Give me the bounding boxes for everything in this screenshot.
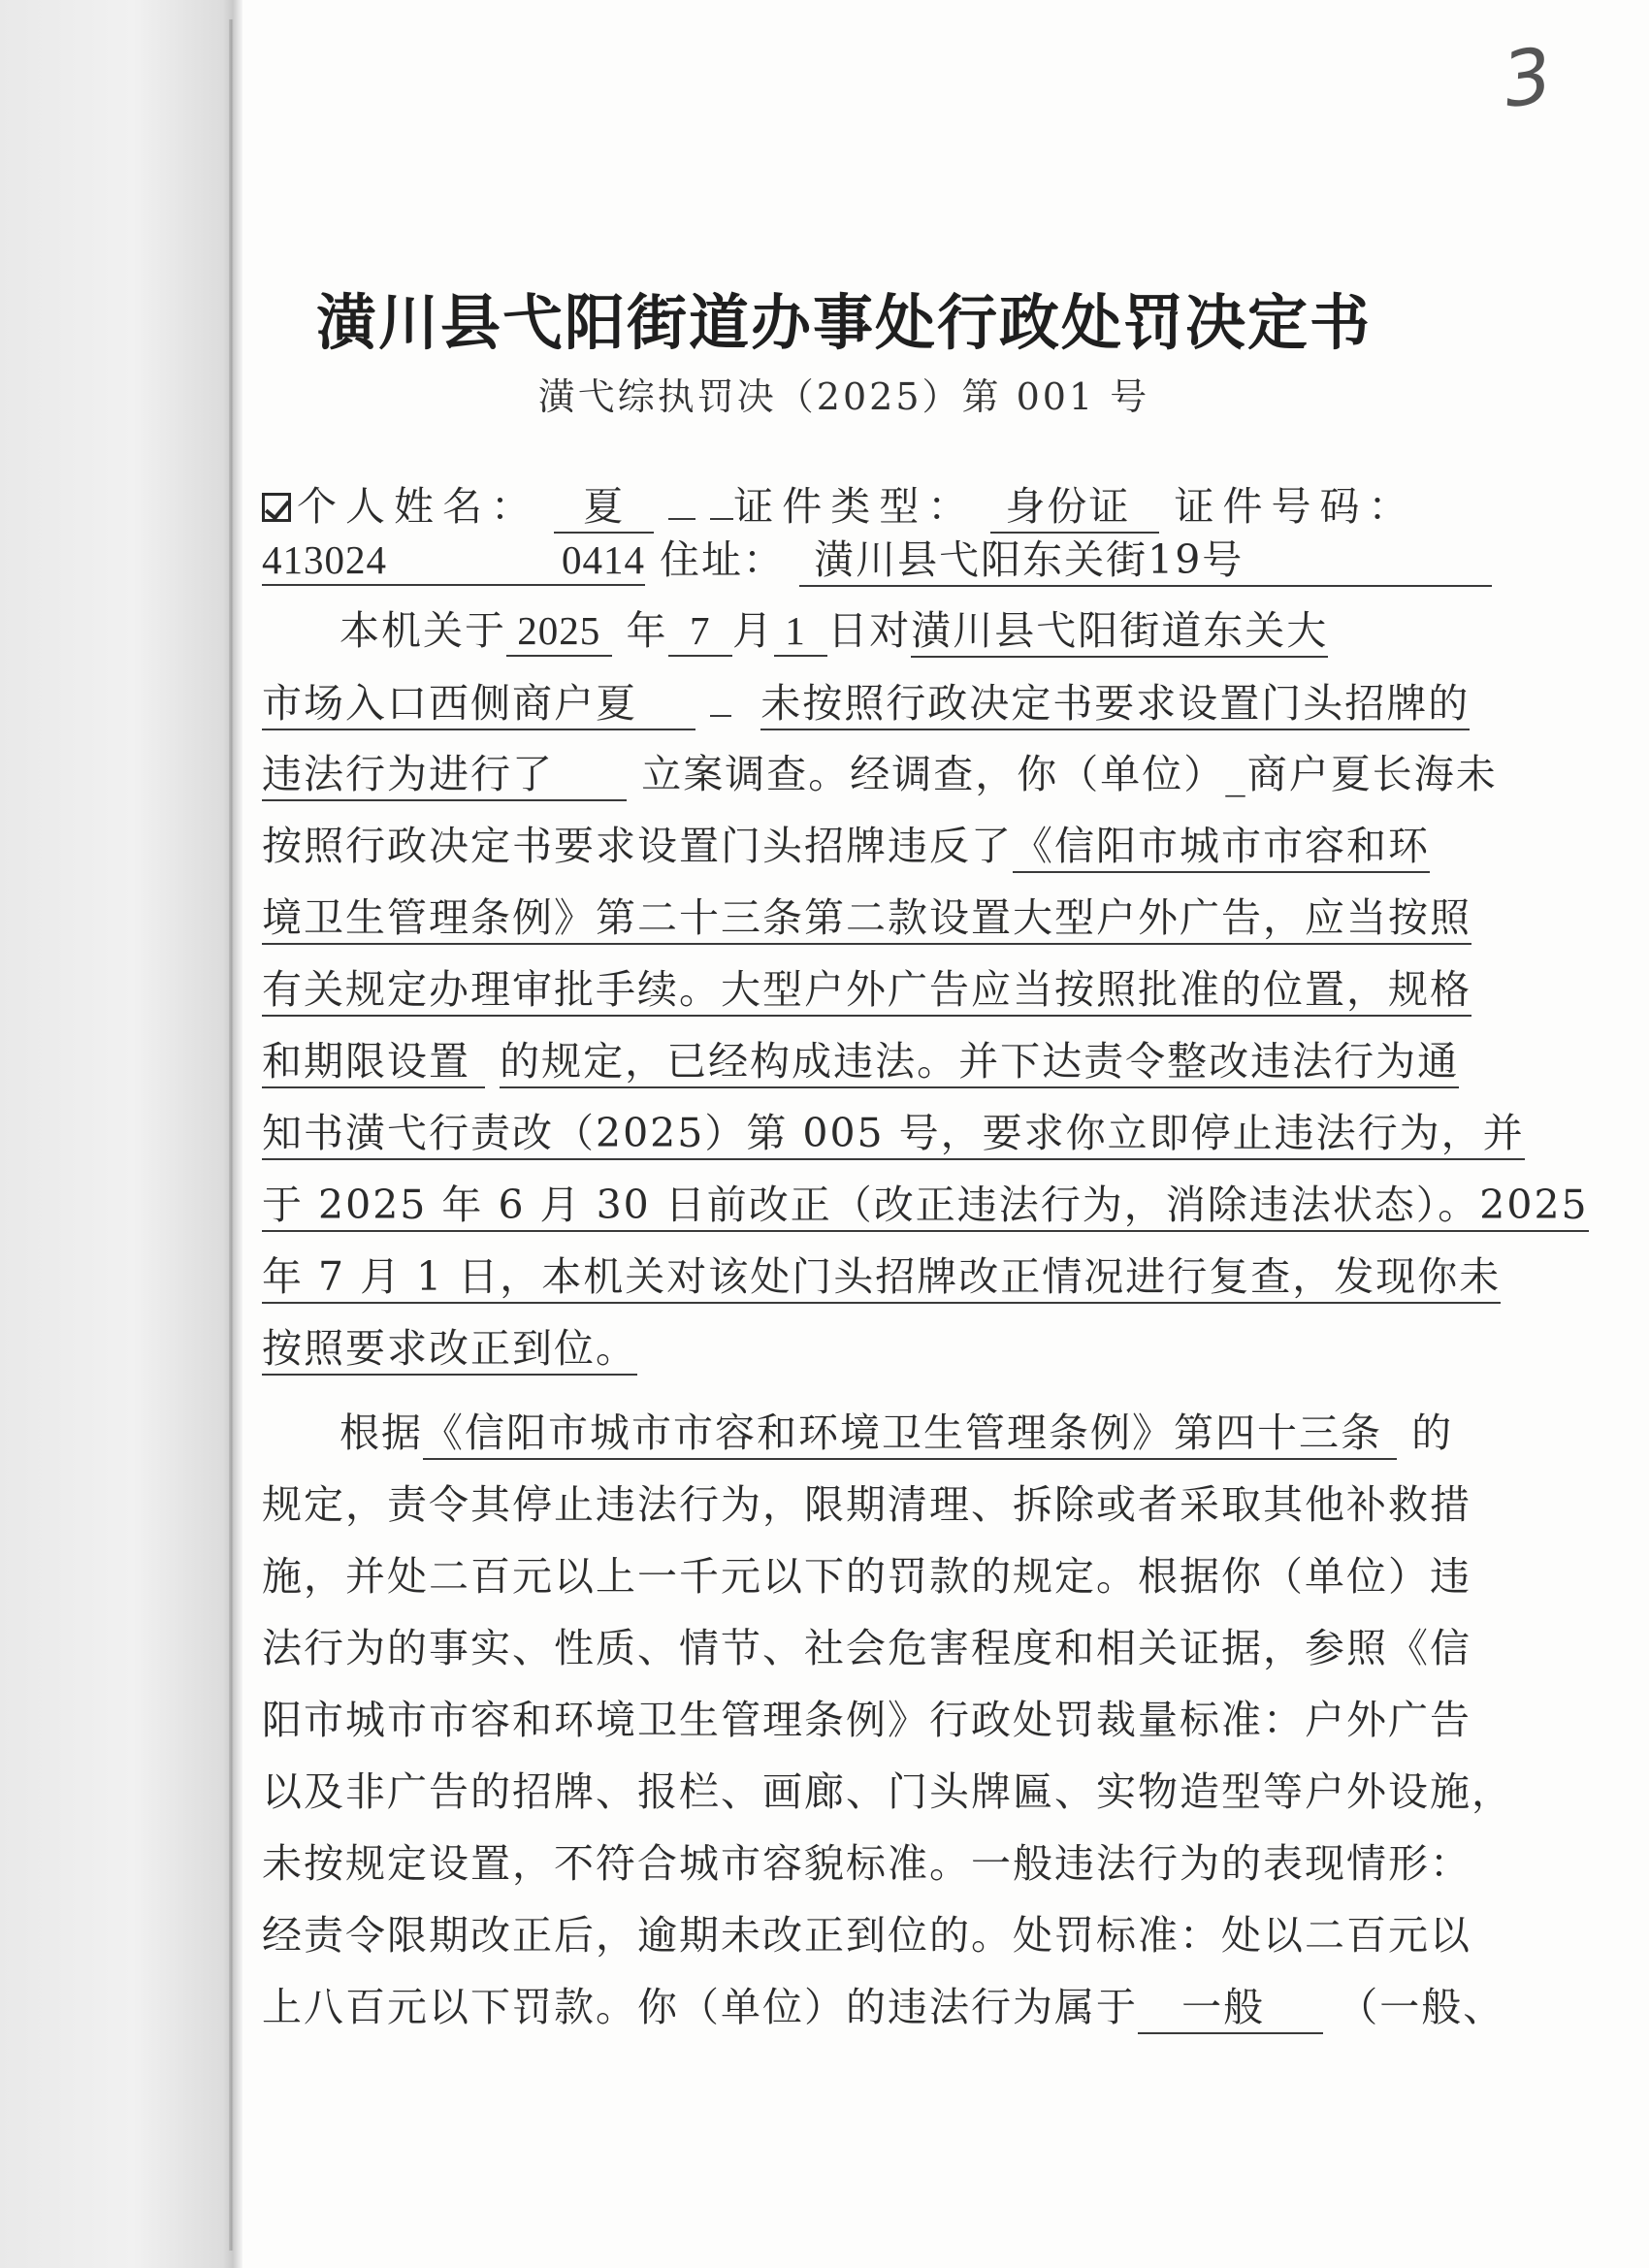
- para1-line-9: 于 2025 年 6 月 30 日前改正（改正违法行为，消除违法状态）。2025: [262, 1179, 1426, 1231]
- name-value: 夏: [554, 483, 654, 534]
- para1-line-4: 按照行政决定书要求设置门头招牌违反了《信阳市城市市容和环: [262, 820, 1426, 872]
- handwritten-page-number: 3: [1497, 31, 1558, 126]
- para1-line-3: 违法行为进行了 立案调查。经调查，你（单位）_商户夏长海未: [262, 748, 1426, 800]
- para2-line-8: 经责令限期改正后，逾期未改正到位的。处罚标准：处以二百元以: [262, 1912, 1471, 1959]
- document-number: 潢弋综执罚决（2025）第 001 号: [537, 375, 1150, 418]
- para2-line-4: 法行为的事实、性质、情节、社会危害程度和相关证据，参照《信: [262, 1625, 1471, 1671]
- redacted-blank: [668, 479, 695, 520]
- name-label: 个人姓名：: [297, 483, 539, 530]
- checked-checkbox-icon: [262, 493, 291, 522]
- redacted-blank: [710, 479, 733, 520]
- para1-line-1: 本机关于 2025 年 7 月 1 日对潢川县弋阳街道东关大: [262, 604, 1426, 657]
- para1-line-11: 按照要求改正到位。: [262, 1322, 1426, 1375]
- para2-line-7: 未按规定设置，不符合城市容貌标准。一般违法行为的表现情形：: [262, 1840, 1471, 1887]
- party-line-2: [262, 534, 1426, 586]
- para1-line-2: 市场入口西侧商户夏 未按照行政决定书要求设置门头招牌的: [262, 676, 1426, 729]
- para2-line-3: 施，并处二百元以上一千元以下的罚款的规定。根据你（单位）违: [262, 1553, 1471, 1600]
- para1-line-7: 和期限设置 的规定，已经构成违法。并下达责令整改违法行为通: [262, 1035, 1426, 1087]
- id-type-value: 身份证: [990, 483, 1159, 534]
- party-line-1: [262, 479, 1426, 533]
- para2-line-1: 根据《信阳市城市市容和环境卫生管理条例》第四十三条 的: [262, 1407, 1426, 1459]
- para1-line-5: 境卫生管理条例》第二十三条第二款设置大型户外广告，应当按照: [262, 891, 1426, 944]
- para2-line-6: 以及非广告的招牌、报栏、画廊、门头牌匾、实物造型等户外设施，: [262, 1768, 1513, 1815]
- id-number-label: 证件号码：: [1174, 483, 1417, 530]
- id-number-value: 413024 0414: [262, 537, 645, 586]
- para1-line-6: 有关规定办理审批手续。大型户外广告应当按照批准的位置，规格: [262, 963, 1426, 1016]
- address-label: 住址：: [660, 536, 786, 583]
- para2-line-2: 规定，责令其停止违法行为，限期清理、拆除或者采取其他补救措: [262, 1481, 1471, 1528]
- para1-line-8: 知书潢弋行责改（2025）第 005 号，要求你立即停止违法行为，并: [262, 1107, 1426, 1159]
- para2-line-9: 上八百元以下罚款。你（单位）的违法行为属于 一般 （一般、: [262, 1981, 1426, 2033]
- id-type-label: 证件类型：: [733, 483, 977, 530]
- address-value: 潢川县弋阳东关街19号: [799, 536, 1492, 587]
- para2-line-5: 阳市城市市容和环境卫生管理条例》行政处罚裁量标准：户外广告: [262, 1697, 1471, 1743]
- document-title: 潢川县弋阳街道办事处行政处罚决定书: [315, 287, 1372, 358]
- para1-line-10: 年 7 月 1 日，本机关对该处门头招牌改正情况进行复查，发现你未: [262, 1250, 1426, 1303]
